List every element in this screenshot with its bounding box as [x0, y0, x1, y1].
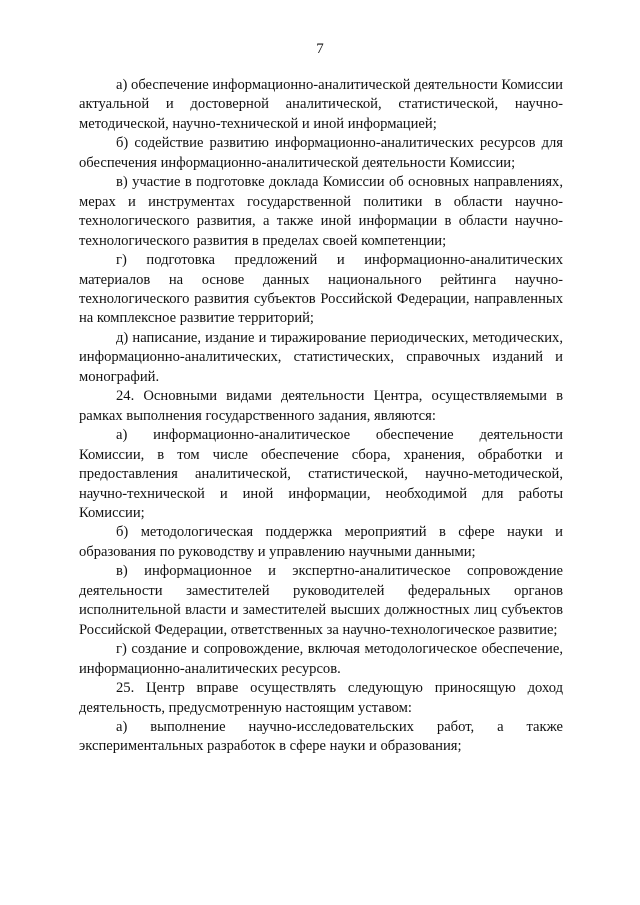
paragraph-24: 24. Основными видами деятельности Центра, осуществляемыми в рамках выполнения государственного задания, являются: [79, 388, 563, 424]
paragraph-23v: в) участие в подготовке доклада Комиссии об основных направлениях, мерах и инструментах государственной политики в области научно-технологического развития, а также иной информации в области научно-технологического развития в пределах своей компетенции; [79, 174, 563, 249]
page-number: 7 [316, 41, 324, 57]
paragraph-23b: б) содействие развитию информационно-аналитических ресурсов для обеспечения информационно-аналитической деятельности Комиссии; [79, 135, 563, 171]
paragraph-25: 25. Центр вправе осуществлять следующую приносящую доход деятельность, предусмотренную настоящим уставом: [79, 680, 563, 716]
paragraph-25a: а) выполнение научно-исследовательских работ, а также экспериментальных разработок в сфере науки и образования; [79, 718, 563, 755]
paragraph-24g: г) создание и сопровождение, включая методологическое обеспечение, информационно-аналитических ресурсов. [79, 641, 563, 677]
paragraph-23d: д) написание, издание и тиражирование периодических, методических, информационно-аналитических, статистических, справочных изданий и монографий. [79, 329, 563, 385]
paragraph-24b: б) методологическая поддержка мероприятий в сфере науки и образования по руководству и управлению научными данными; [79, 524, 563, 560]
paragraph-24a: а) информационно-аналитическое обеспечение деятельности Комиссии, в том числе обеспечение сбора, хранения, обработки и предоставления аналитической, статистической, научно-методической, научно-технической и иной информации, необходимой для работы Комиссии; [79, 427, 563, 521]
document-body [79, 76, 563, 757]
paragraph-23a: а) обеспечение информационно-аналитической деятельности Комиссии актуальной и достоверной аналитической, статистической, научно-методической, научно-технической и иной информацией; [79, 77, 563, 132]
paragraph-24v: в) информационное и экспертно-аналитическое сопровождение деятельности заместителей руководителей федеральных органов исполнительной власти и заместителей высших должностных лиц субъектов Российской Федерации, ответственных за научно-технологическое развитие; [79, 563, 563, 638]
paragraph-23g: г) подготовка предложений и информационно-аналитических материалов на основе данных национального рейтинга научно-технологического развития субъектов Российской Федерации, направленных на комплексное развитие территорий; [79, 252, 563, 327]
